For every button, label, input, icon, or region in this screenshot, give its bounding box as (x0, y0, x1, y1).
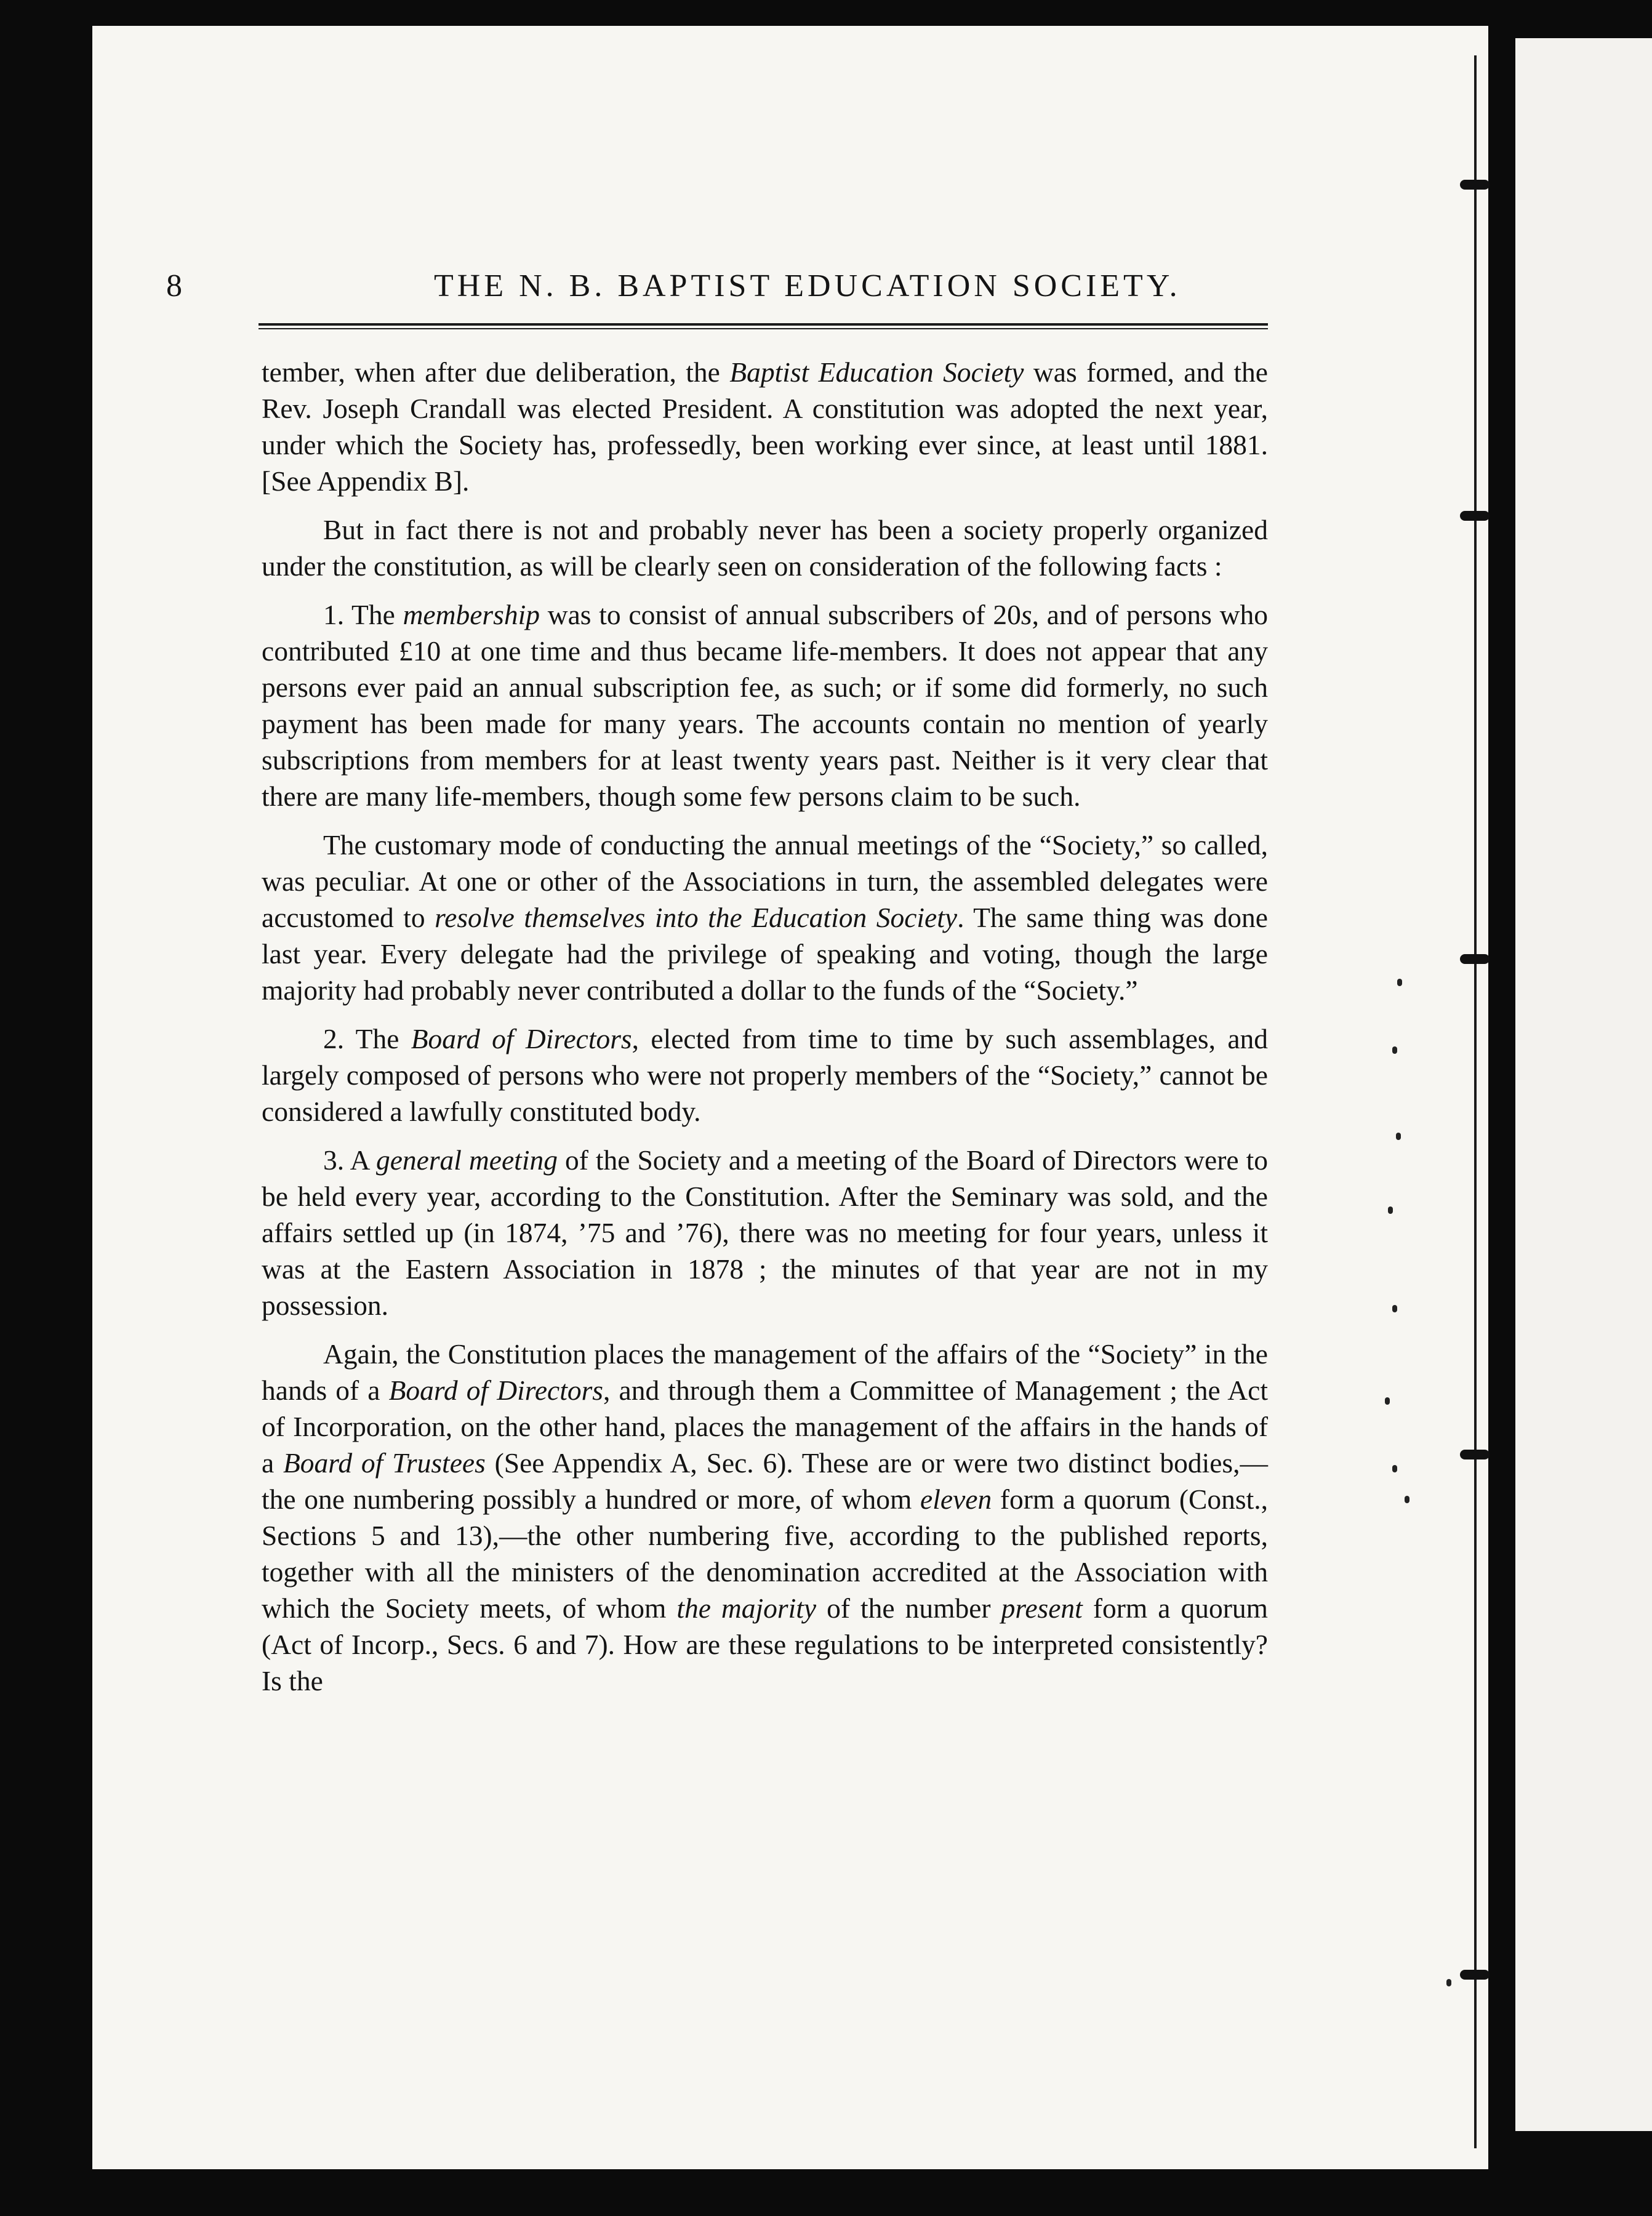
text-run: form a quorum (Act of Incorp., Secs. 6 and 7). How are these regulations to be interpreted consistently? Is the (262, 1592, 1268, 1696)
paragraph (262, 354, 1268, 499)
text-run: But in fact there is not and probably never has been a society properly organized under the constitution, as will be clearly seen on consideration of the following facts : (262, 514, 1268, 582)
text-run: , and through them a Committee of Management ; the Act of Incorporation, on the other hand, places the management of the affairs in the hands of a (262, 1375, 1268, 1479)
paragraph (262, 827, 1268, 1008)
scan-speck (1405, 1496, 1409, 1503)
running-header (166, 268, 1181, 311)
running-title: THE N. B. BAPTIST EDUCATION SOCIETY. (434, 268, 1181, 303)
italic-phrase: s (1020, 599, 1032, 630)
spine-mark (1460, 180, 1490, 190)
scan-speck (1388, 1206, 1393, 1214)
paragraph (262, 1336, 1268, 1699)
text-run: 3. A (323, 1144, 376, 1176)
page-spine-line (1474, 55, 1477, 2148)
body-text (262, 354, 1268, 1711)
italic-phrase: Baptist Education Society (729, 356, 1024, 388)
text-run: (See Appendix A, Sec. 6). These are or were two distinct bodies,—the one numbering possibly a hundred or more, of whom (262, 1447, 1268, 1515)
adjacent-page-edge (1515, 38, 1652, 2131)
scan-speck (1385, 1397, 1390, 1405)
italic-phrase: general meeting (375, 1144, 558, 1176)
scan-speck (1392, 1046, 1397, 1054)
text-run: . The same thing was done last year. Every delegate had the privilege of speaking and voting, though the large majority had probably never contributed a dollar to the funds of the “Society.” (262, 902, 1268, 1006)
header-rule (259, 323, 1268, 329)
text-run: , elected from time to time by such assemblages, and largely composed of persons who were not properly members of the “Society,” cannot be considered a lawfully constituted body. (262, 1023, 1269, 1127)
spine-mark (1460, 954, 1490, 964)
text-run: of the Society and a meeting of the Board of Directors were to be held every year, according to the Constitution. After the Seminary was sold, and the affairs settled up (in 1874, ’75 and ’76), there was no meeting for four years, unless it was at the Eastern Association in 1878 ; the minutes of that year are not in my possession. (262, 1144, 1268, 1321)
italic-phrase: the majority (676, 1592, 817, 1624)
italic-phrase: resolve themselves into the Education Society (435, 902, 958, 933)
text-run: was to consist of annual subscribers of 20 (539, 599, 1021, 630)
spine-mark (1460, 511, 1490, 521)
scan-speck (1392, 1465, 1397, 1472)
italic-phrase: membership (403, 599, 540, 630)
paragraph (262, 512, 1268, 584)
page-number: 8 (166, 268, 182, 303)
italic-phrase: Board of Directors (411, 1023, 632, 1054)
scan-speck (1397, 979, 1402, 986)
italic-phrase: Board of Directors (388, 1375, 604, 1406)
text-run: form a quorum (Const., Sections 5 and 13),—the other numbering five, according to the published reports, together with all the ministers of the denomination accredited at the Association with which the Society meets, of whom (262, 1483, 1268, 1624)
italic-phrase: eleven (920, 1483, 992, 1515)
paragraph (262, 1142, 1268, 1323)
italic-phrase: Board of Trustees (283, 1447, 486, 1479)
text-run: , and of persons who contributed £10 at one time and thus became life-members. It does not appear that any persons ever paid an annual subscription fee, as such; or if some did formerly, no such payment has been made for many years. The accounts contain no mention of yearly subscriptions from members for at least twenty years past. Neither is it very clear that there are many life-members, though some few persons claim to be such. (262, 599, 1268, 812)
scan-speck (1392, 1305, 1397, 1312)
spine-mark (1460, 1450, 1490, 1459)
text-run: The customary mode of conducting the annual meetings of the “Society,” so called, was peculiar. At one or other of the Associations in turn, the assembled delegates were accustomed to (262, 829, 1268, 933)
italic-phrase: present (1001, 1592, 1083, 1624)
spine-mark (1460, 1970, 1490, 1980)
text-run: of the number (816, 1592, 1001, 1624)
scan-speck (1446, 1979, 1451, 1986)
paragraph (262, 1021, 1268, 1130)
text-run: tember, when after due deliberation, the (262, 356, 730, 388)
text-run: was formed, and the Rev. Joseph Crandall was elected President. A constitution was adopted the next year, under which the Society has, professedly, been working ever since, at least until 1881. [See Appendix B]. (262, 356, 1268, 497)
scan-speck (1396, 1133, 1401, 1140)
text-run: 2. The (323, 1023, 411, 1054)
text-run: 1. The (323, 599, 403, 630)
text-run: Again, the Constitution places the management of the affairs of the “Society” in the hands of a (262, 1338, 1268, 1406)
paragraph (262, 596, 1268, 814)
